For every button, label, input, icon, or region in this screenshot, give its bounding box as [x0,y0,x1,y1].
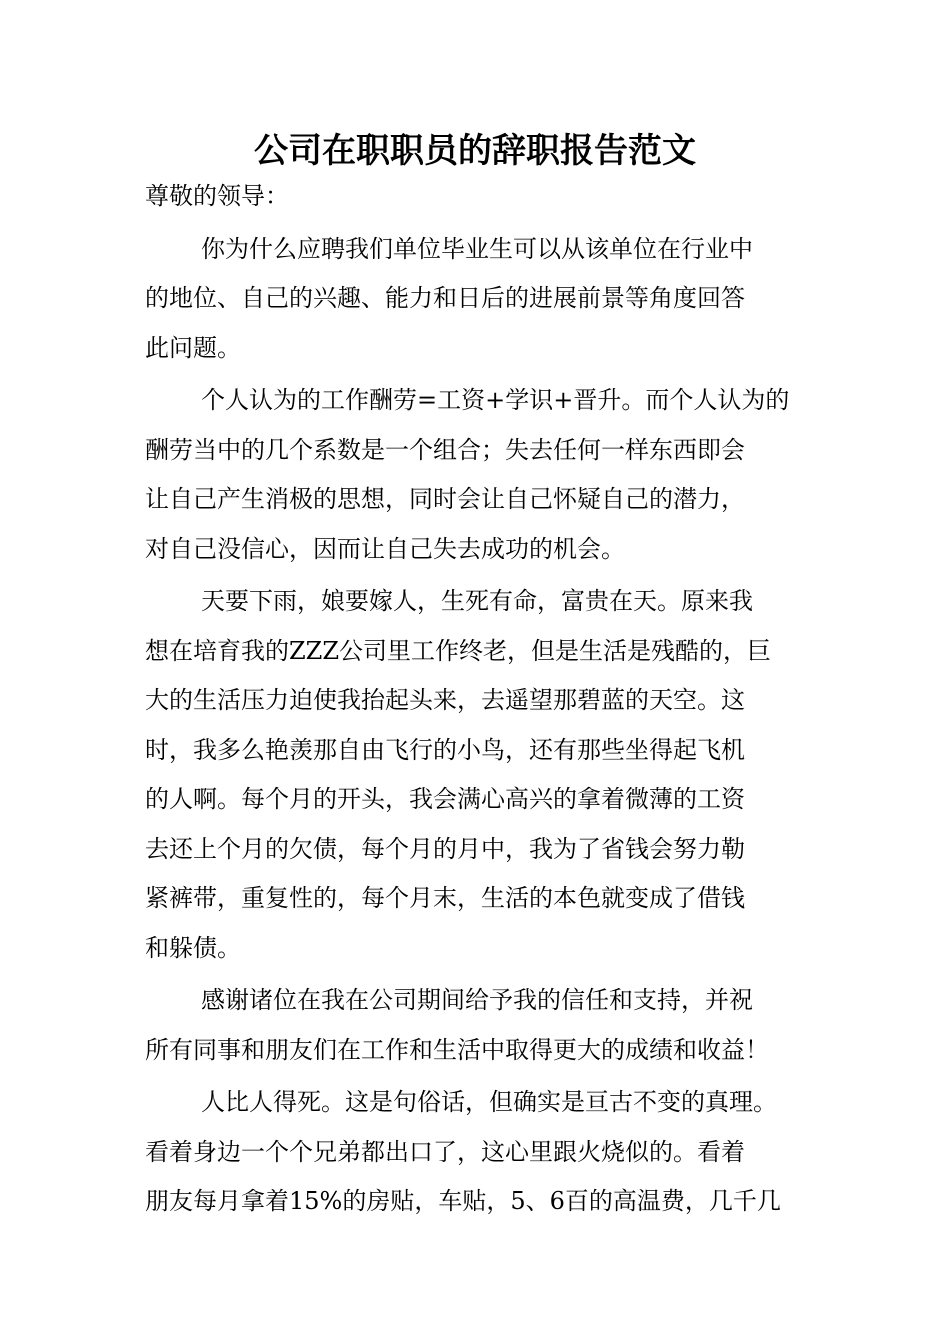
paragraph-line: 感谢诸位在我在公司期间给予我的信任和支持，并祝 [201,986,753,1014]
paragraph-4 [145,976,810,1075]
paragraph-line: 所有同事和朋友们在工作和生活中取得更大的成绩和收益！ [145,1035,769,1064]
paragraph-line: 紧裤带，重复性的，每个月末，生活的本色就变成了借钱 [145,884,745,912]
paragraph-line: 想在培育我的ZZZ公司里工作终老，但是生活是残酷的，巨 [145,636,772,665]
paragraph-3 [145,577,810,973]
paragraph-line: 个人认为的工作酬劳=工资+学识+晋升。而个人认为的 [201,386,790,414]
paragraph-line: 天要下雨，娘要嫁人，生死有命，富贵在天。原来我 [201,587,753,615]
salutation: 尊敬的领导： [145,182,289,210]
paragraph-line: 朋友每月拿着15%的房贴，车贴，5、6百的高温费，几千几 [145,1187,781,1215]
document-body [145,172,810,1230]
paragraph-line: 你为什么应聘我们单位毕业生可以从该单位在行业中 [201,234,753,263]
paragraph-line: 看着身边一个个兄弟都出口了，这心里跟火烧似的。看着 [145,1137,745,1166]
document-title: 公司在职职员的辞职报告范文 [254,131,696,171]
paragraph-line: 时，我多么艳羡那自由飞行的小鸟，还有那些坐得起飞机 [145,735,745,764]
paragraph-line: 的地位、自己的兴趣、能力和日后的进展前景等角度回答 [145,284,745,312]
paragraph-5 [145,1078,810,1227]
paragraph-line: 去还上个月的欠债，每个月的月中，我为了省钱会努力勒 [145,834,745,863]
paragraph-line: 对自己没信心，因而让自己失去成功的机会。 [145,534,625,563]
paragraph-line: 和躲债。 [145,933,241,962]
paragraph-line: 让自己产生消极的思想，同时会让自己怀疑自己的潜力， [145,485,745,513]
paragraph-line: 的人啊。每个月的开头，我会满心高兴的拿着微薄的工资 [145,785,745,813]
paragraph-line: 人比人得死。这是句俗话，但确实是亘古不变的真理。 [201,1088,777,1116]
paragraph-line: 此问题。 [145,333,241,362]
paragraph-2 [145,376,810,574]
paragraph-line: 酬劳当中的几个系数是一个组合；失去任何一样东西即会 [145,435,745,464]
paragraph-1 [145,225,810,374]
paragraph-line: 大的生活压力迫使我抬起头来，去遥望那碧蓝的天空。这 [145,686,745,714]
